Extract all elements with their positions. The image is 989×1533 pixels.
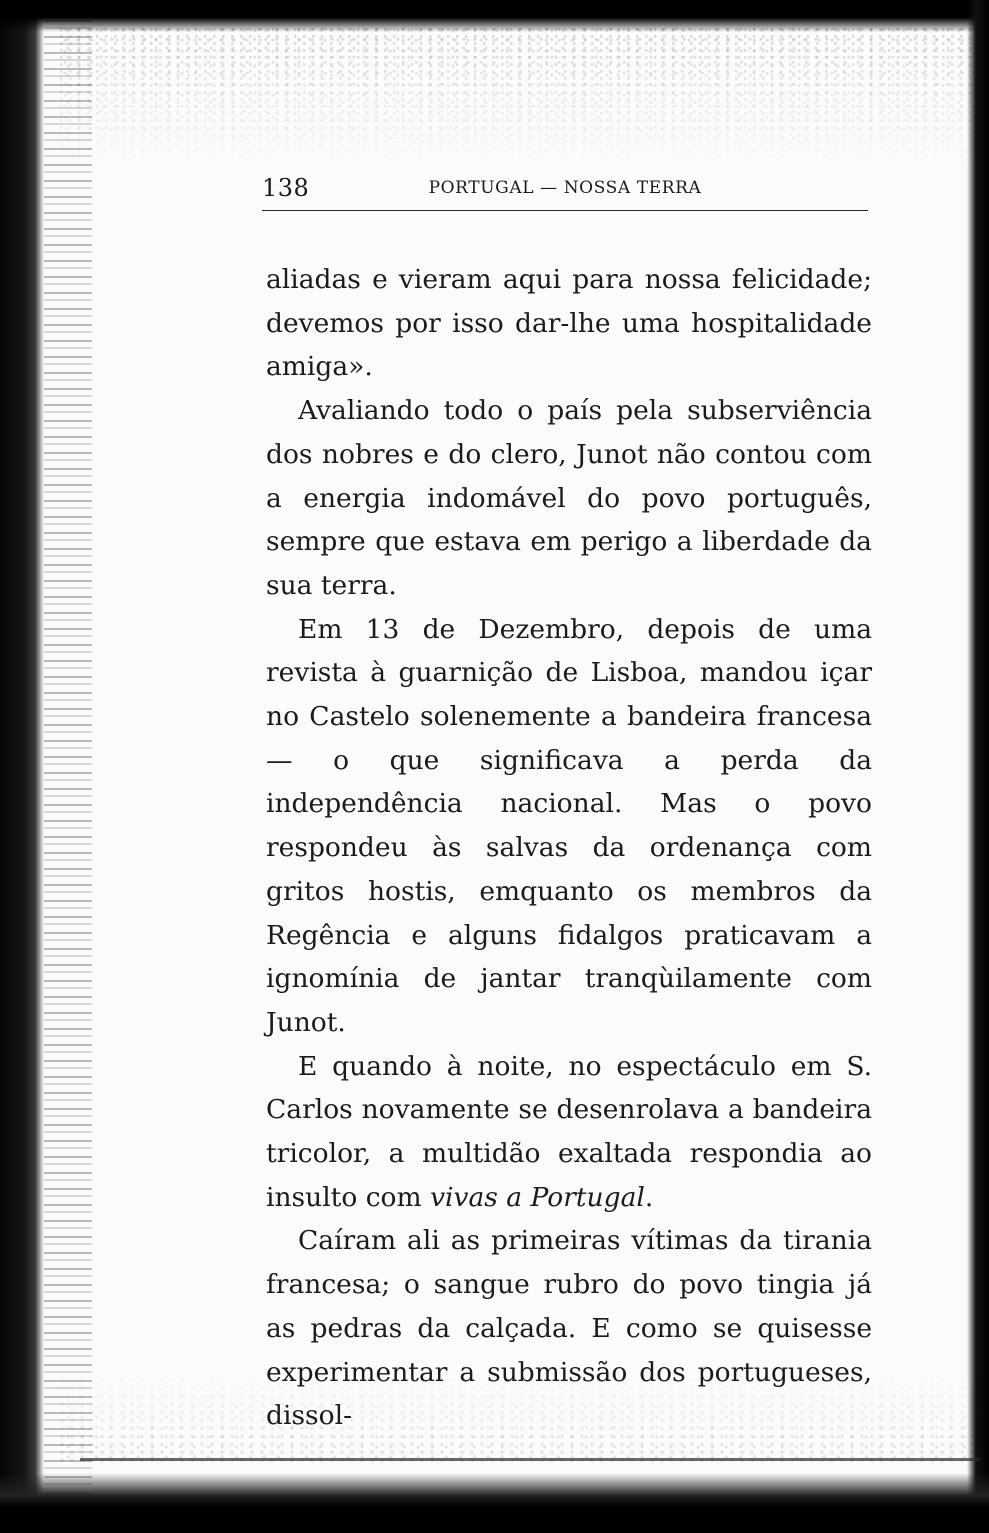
scan-border-left xyxy=(0,0,44,1533)
scan-binding-shadow xyxy=(44,20,92,1510)
paragraph xyxy=(266,258,872,389)
scan-bottom-line xyxy=(80,1458,980,1461)
paragraph xyxy=(266,1045,872,1220)
running-head: PORTUGAL — NOSSA TERRA xyxy=(428,178,702,198)
text-segment: . xyxy=(644,1181,654,1213)
italic-text-segment: vivas a Portugal xyxy=(430,1181,645,1213)
text-segment: aliadas e vieram aqui para nossa felicidade; devemos por isso dar-lhe uma hospitalidade amiga». xyxy=(266,264,872,383)
page-header xyxy=(262,170,868,210)
scan-noise-top xyxy=(60,28,980,168)
text-segment: E quando à noite, no espectáculo em S. Carlos novamente se desenrolava a bandeira tricolor, a multidão exaltada respondia ao insulto com xyxy=(266,1050,872,1213)
text-segment: Caíram ali as primeiras vítimas da tirania francesa; o sangue rubro do povo tingia já as pedras da calçada. E como se quisesse experimentar a submissão dos portugueses, dissol- xyxy=(266,1225,872,1432)
text-segment: Em 13 de Dezembro, depois de uma revista à guarnição de Lisboa, mandou içar no Castelo solenemente a bandeira francesa — o que significava a perda da independência nacional. Mas o povo respondeu às salvas da ordenança com gritos hostis, emquanto os membros da Regência e alguns fidalgos praticavam a ignomínia de jantar tranqùilamente com Junot. xyxy=(266,613,872,1038)
paragraph xyxy=(266,389,872,608)
scan-border-right xyxy=(967,0,989,1533)
body-text xyxy=(266,258,872,1438)
scan-border-bottom xyxy=(0,1473,989,1533)
paragraph xyxy=(266,608,872,1045)
page-number: 138 xyxy=(262,174,310,202)
paragraph xyxy=(266,1219,872,1438)
text-segment: Avaliando todo o país pela subserviência dos nobres e do clero, Junot não contou com a energia indomável do povo português, sempre que estava em perigo a liberdade da sua terra. xyxy=(266,395,872,601)
header-rule xyxy=(262,210,868,211)
